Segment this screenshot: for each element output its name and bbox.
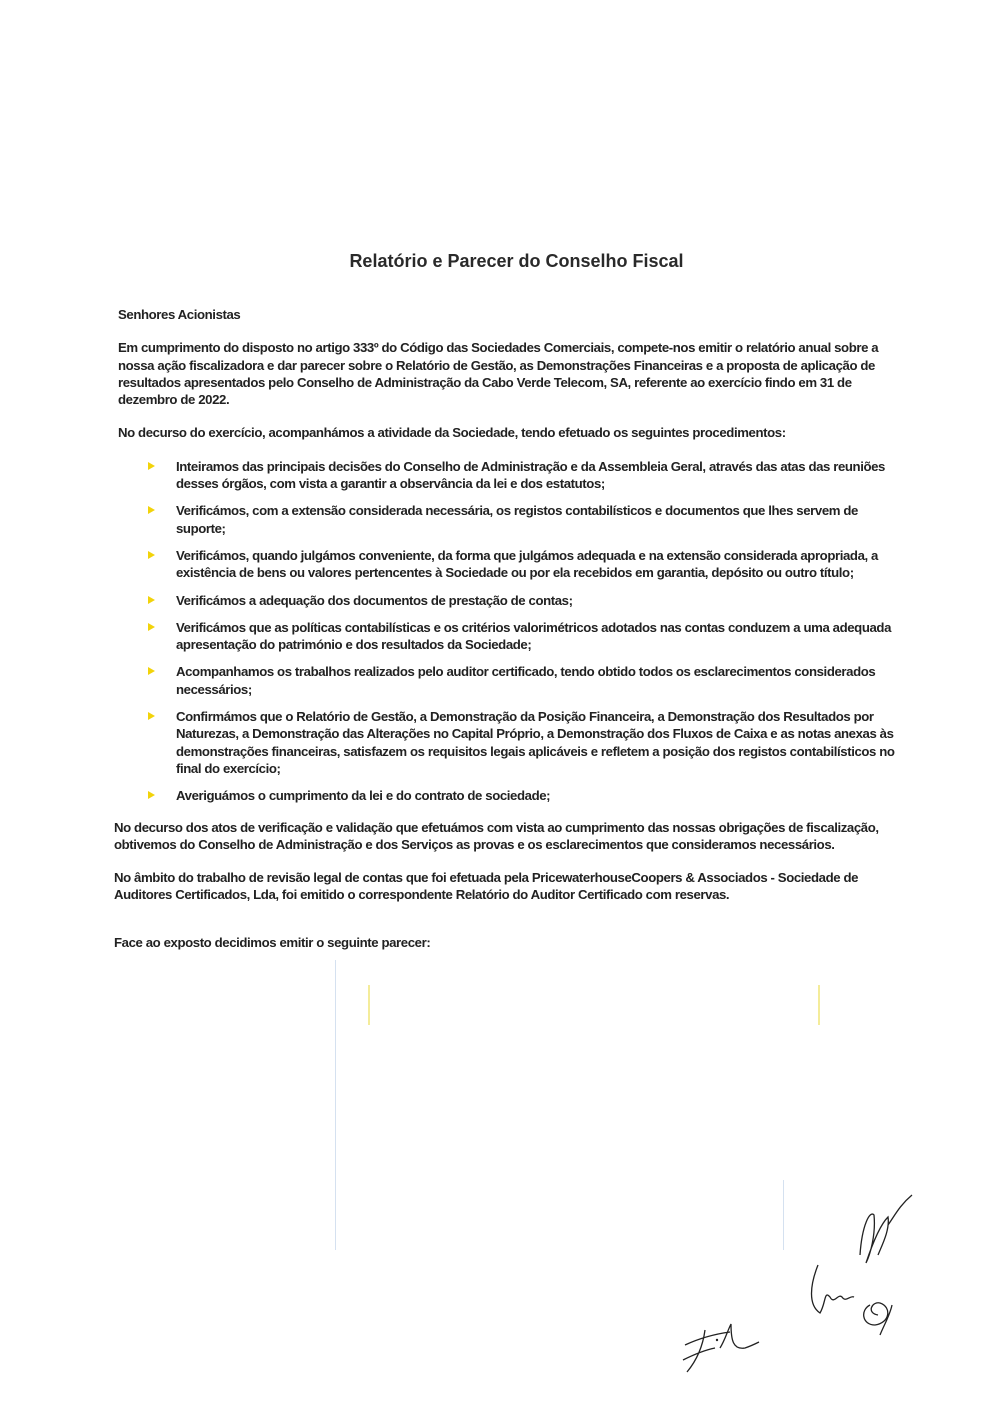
scan-line [335, 960, 336, 1250]
signature [800, 1185, 925, 1345]
bullet-arrow-icon [148, 462, 155, 470]
procedure-text: Inteiramos das principais decisões do Conselho de Administração e da Assembleia Geral, através das atas das reuniões desses órgãos, com vista a garantir a observância da lei e dos estatutos; [176, 458, 885, 492]
scan-line [368, 985, 370, 1025]
bullet-arrow-icon [148, 506, 155, 514]
procedure-text: Acompanhamos os trabalhos realizados pelo auditor certificado, tendo obtido todos os esclarecimentos considerados necessários; [176, 664, 876, 697]
scan-line [783, 1180, 784, 1250]
bullet-arrow-icon [148, 712, 155, 720]
verification-paragraph: No decurso dos atos de verificação e validação que efetuámos com vista ao cumprimento das nossas obrigações de fiscalização, obtivemos do Conselho de Administração e dos Serviços as provas e os esclarecimentos que consideramos necessários. [114, 819, 879, 852]
procedure-item [114, 592, 909, 609]
procedure-text: Averiguámos o cumprimento da lei e do contrato de sociedade; [176, 788, 551, 804]
bullet-arrow-icon [148, 791, 155, 799]
bullet-arrow-icon [148, 667, 155, 675]
procedure-text: Verificámos, quando julgámos conveniente, da forma que julgámos adequada e na extensão considerada apropriada, a existência de bens ou valores pertencentes à Sociedade ou por ela recebidos em garantia, depósito ou outro título; [176, 547, 878, 581]
procedures-intro: No decurso do exercício, acompanhámos a atividade da Sociedade, tendo efetuado os seguintes procedimentos: [118, 425, 786, 441]
audit-paragraph: No âmbito do trabalho de revisão legal de contas que foi efetuada pela PricewaterhouseCoopers & Associados - Sociedade de Auditores Certificados, Lda, foi emitido o correspondente Relatório do Auditor Certificado com reservas. [114, 870, 859, 903]
procedure-item [114, 502, 909, 537]
document-body [114, 250, 909, 967]
document-title: Relatório e Parecer do Conselho Fiscal [349, 251, 684, 271]
procedures-list [114, 458, 909, 805]
salutation: Senhores Acionistas [118, 307, 241, 322]
procedure-text: Confirmámos que o Relatório de Gestão, a Demonstração da Posição Financeira, a Demonstração dos Resultados por Naturezas, a Demonstração das Alterações no Capital Próprio, a Demonstração dos Fluxos de Caixa e as notas anexas às demonstrações financeiras, satisfazem os requisitos legais aplicáveis e refletem a posição dos registos contabilísticos no final do exercício; [176, 709, 895, 776]
signature [675, 1310, 765, 1380]
intro-paragraph: Em cumprimento do disposto no artigo 333º do Código das Sociedades Comerciais, compete-nos emitir o relatório anual sobre a nossa ação fiscalizadora e dar parecer sobre o Relatório de Gestão, as Demonstrações Financeiras e a proposta de aplicação de resultados apresentados pelo Conselho de Administração da Cabo Verde Telecom, SA, referente ao exercício findo em 31 de dezembro de 2022. [118, 340, 879, 408]
procedure-text: Verificámos a adequação dos documentos de prestação de contas; [176, 592, 573, 608]
bullet-arrow-icon [148, 623, 155, 631]
procedure-item [114, 787, 909, 804]
scan-line [818, 985, 820, 1025]
bullet-arrow-icon [148, 551, 155, 559]
procedure-text: Verificámos que as políticas contabilísticas e os critérios valorimétricos adotados nas contas conduzem a uma adequada apresentação do património e dos resultados da Sociedade; [176, 619, 892, 653]
procedure-item [114, 663, 909, 698]
procedure-item [114, 458, 909, 493]
procedure-item [114, 708, 909, 777]
procedure-item [114, 619, 909, 654]
procedure-item [114, 547, 909, 582]
bullet-arrow-icon [148, 596, 155, 604]
conclusion-text: Face ao exposto decidimos emitir o seguinte parecer: [114, 934, 431, 950]
procedure-text: Verificámos, com a extensão considerada necessária, os registos contabilísticos e documentos que lhes servem de suporte; [176, 503, 858, 536]
